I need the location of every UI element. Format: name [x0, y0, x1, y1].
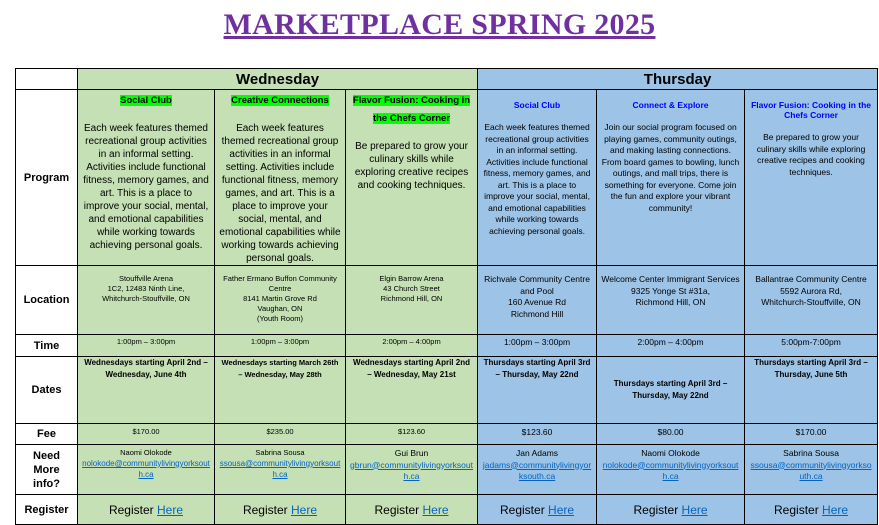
location-line: Richvale Community Centre and Pool	[484, 274, 590, 296]
register-link[interactable]: Here	[422, 502, 449, 517]
info-cell	[745, 445, 878, 495]
row-label-dates: Dates	[16, 357, 78, 424]
row-label-fee: Fee	[16, 424, 78, 445]
contact-name: Jan Adams	[516, 448, 559, 458]
program-description: Each week features themed recreational group activities in an informal setting. Activities include functional fitness, memory games, and art. This is a place to improve your social, mental, and emotional capabilities while working towards achieving personal goals.	[219, 123, 341, 264]
location-line: Whitchurch-Stouffville, ON	[761, 297, 861, 307]
register-cell	[478, 495, 597, 525]
location-line: Whitchurch-Stouffville, ON	[102, 294, 190, 303]
info-cell	[346, 445, 478, 495]
row-label-time: Time	[16, 335, 78, 357]
location-line: Vaughan, ON	[257, 304, 303, 313]
register-text: Register	[108, 502, 154, 517]
location-line: Ballantrae Community Centre	[755, 274, 867, 284]
register-text: Register	[774, 502, 819, 517]
program-title: Flavor Fusion: Cooking in the Chefs Corner	[751, 100, 872, 120]
row-label-register: Register	[16, 495, 78, 525]
register-text: Register	[633, 502, 679, 517]
time-cell: 2:00pm – 4:00pm	[346, 335, 478, 357]
program-cell	[215, 90, 346, 266]
contact-email-link[interactable]: ssousa@communitylivingyorksouth.ca	[219, 459, 341, 479]
location-cell	[478, 266, 597, 335]
register-cell	[346, 495, 478, 525]
contact-email-link[interactable]: gbrun@communitylivingyorksouth.ca	[350, 459, 473, 481]
register-cell	[215, 495, 346, 525]
program-description: Be prepared to grow your culinary skills while exploring creative recipes and cooking techniques.	[354, 141, 469, 191]
program-title: Creative Connections	[231, 95, 329, 106]
contact-name: Gui Brun	[394, 448, 429, 458]
register-link[interactable]: Here	[822, 502, 849, 517]
program-title: Social Club	[513, 100, 561, 110]
dates-cell: Thursdays starting April 3rd – Thursday, May 22nd	[597, 357, 745, 424]
location-line: (Youth Room)	[257, 314, 303, 323]
program-title: Social Club	[120, 95, 172, 106]
dates-cell: Wednesdays starting March 26th – Wednesday, May 28th	[215, 357, 346, 424]
program-cell	[78, 90, 215, 266]
program-description: Each week features themed recreational group activities in an informal setting. Activities include functional fitness, memory games, and art. This is a place to improve your social, mental, and emotional capabilities while working towards achieving personal goals.	[483, 122, 591, 236]
contact-name: Sabrina Sousa	[255, 448, 305, 457]
location-line: Stouffville Arena	[118, 274, 174, 283]
register-cell	[597, 495, 745, 525]
row-label-program: Program	[16, 90, 78, 266]
register-link[interactable]: Here	[548, 502, 575, 517]
location-line: 43 Church Street	[383, 284, 440, 293]
location-line: Elgin Barrow Arena	[379, 274, 444, 283]
fee-cell: $80.00	[597, 424, 745, 445]
dates-cell: Wednesdays starting April 2nd – Wednesday, June 4th	[78, 357, 215, 424]
fee-cell: $123.60	[478, 424, 597, 445]
location-cell	[597, 266, 745, 335]
register-cell	[745, 495, 878, 525]
register-text: Register	[374, 502, 420, 517]
register-link[interactable]: Here	[681, 502, 708, 517]
program-description: Each week features themed recreational group activities in an informal setting. Activities include functional fitness, memory games, and art. This is a place to improve your social, mental, and emotional capabilities while working towards achieving personal goals.	[83, 123, 209, 251]
program-title: Connect & Explore	[632, 100, 709, 110]
fee-row	[16, 424, 878, 445]
location-line: Welcome Center Immigrant Services	[601, 274, 740, 284]
fee-cell: $170.00	[745, 424, 878, 445]
time-cell: 5:00pm-7:00pm	[745, 335, 878, 357]
location-line: 8141 Martin Grove Rd	[243, 294, 317, 303]
time-cell: 1:00pm – 3:00pm	[478, 335, 597, 357]
dates-cell: Wednesdays starting April 2nd – Wednesday, May 21st	[346, 357, 478, 424]
location-line: Richmond Hill, ON	[635, 297, 706, 307]
location-line: 1C2, 12483 Ninth Line,	[107, 284, 185, 293]
register-text: Register	[500, 502, 545, 517]
location-row	[16, 266, 878, 335]
location-line: Father Ermano Buffon Community Centre	[223, 274, 337, 293]
location-line: Richmond Hill, ON	[380, 294, 443, 303]
location-line: 9325 Yonge St #31a,	[631, 285, 710, 296]
dates-cell: Thursdays starting April 3rd – Thursday, June 5th	[745, 357, 878, 424]
program-cell	[597, 90, 745, 266]
program-cell	[478, 90, 597, 266]
row-label-location: Location	[16, 266, 78, 335]
contact-email-link[interactable]: ssousa@communitylivingyorksouth.ca	[750, 459, 872, 481]
location-line: 5592 Aurora Rd,	[780, 285, 842, 296]
page-title: MARKETPLACE SPRING 2025	[223, 8, 656, 41]
location-cell	[346, 266, 478, 335]
time-cell: 2:00pm – 4:00pm	[597, 335, 745, 357]
info-cell	[597, 445, 745, 495]
program-description: Be prepared to grow your culinary skills while exploring creative recipes and cooking techniques.	[756, 132, 866, 177]
register-row	[16, 495, 878, 525]
day-header-row	[16, 69, 878, 90]
contact-name: Sabrina Sousa	[783, 448, 839, 458]
time-row	[16, 335, 878, 357]
dates-row	[16, 357, 878, 424]
dates-cell: Thursdays starting April 3rd – Thursday, May 22nd	[478, 357, 597, 424]
day-header-thursday: Thursday	[478, 69, 878, 90]
contact-email-link[interactable]: nolokode@communitylivingyorksouth.ca	[602, 459, 739, 481]
location-line: Richmond Hill	[510, 308, 564, 319]
register-cell	[78, 495, 215, 525]
contact-email-link[interactable]: nolokode@communitylivingyorksouth.ca	[82, 459, 210, 479]
register-link[interactable]: Here	[291, 502, 318, 517]
fee-cell: $170.00	[78, 424, 215, 445]
fee-cell: $123.60	[346, 424, 478, 445]
program-cell	[346, 90, 478, 266]
location-cell	[78, 266, 215, 335]
register-text: Register	[242, 502, 288, 517]
time-cell: 1:00pm – 3:00pm	[215, 335, 346, 357]
program-row	[16, 90, 878, 266]
row-label-info: Need More info?	[16, 445, 78, 495]
fee-cell: $235.00	[215, 424, 346, 445]
info-cell	[78, 445, 215, 495]
location-line: 160 Avenue Rd	[508, 297, 567, 307]
schedule-table	[15, 68, 878, 525]
info-cell	[215, 445, 346, 495]
day-header-wednesday: Wednesday	[78, 69, 478, 90]
info-cell	[478, 445, 597, 495]
program-description: Join our social program focused on playing games, community outings, and making lasting connections. From board games to bowling, lunch outings, and mall trips, there is something for everyone. Come join the fun and explore your vibrant community!	[601, 122, 740, 213]
corner-cell	[16, 69, 78, 90]
contact-email-link[interactable]: jadams@communitylivingyorksouth.ca	[482, 459, 592, 481]
location-cell	[745, 266, 878, 335]
location-cell	[215, 266, 346, 335]
program-title: Flavor Fusion: Cooking in the Chefs Corner	[352, 95, 471, 124]
register-link[interactable]: Here	[157, 502, 184, 517]
contact-name: Naomi Olokode	[641, 448, 700, 458]
contact-name: Naomi Olokode	[120, 448, 172, 457]
time-cell: 1:00pm – 3:00pm	[78, 335, 215, 357]
info-row	[16, 445, 878, 495]
program-cell	[745, 90, 878, 266]
